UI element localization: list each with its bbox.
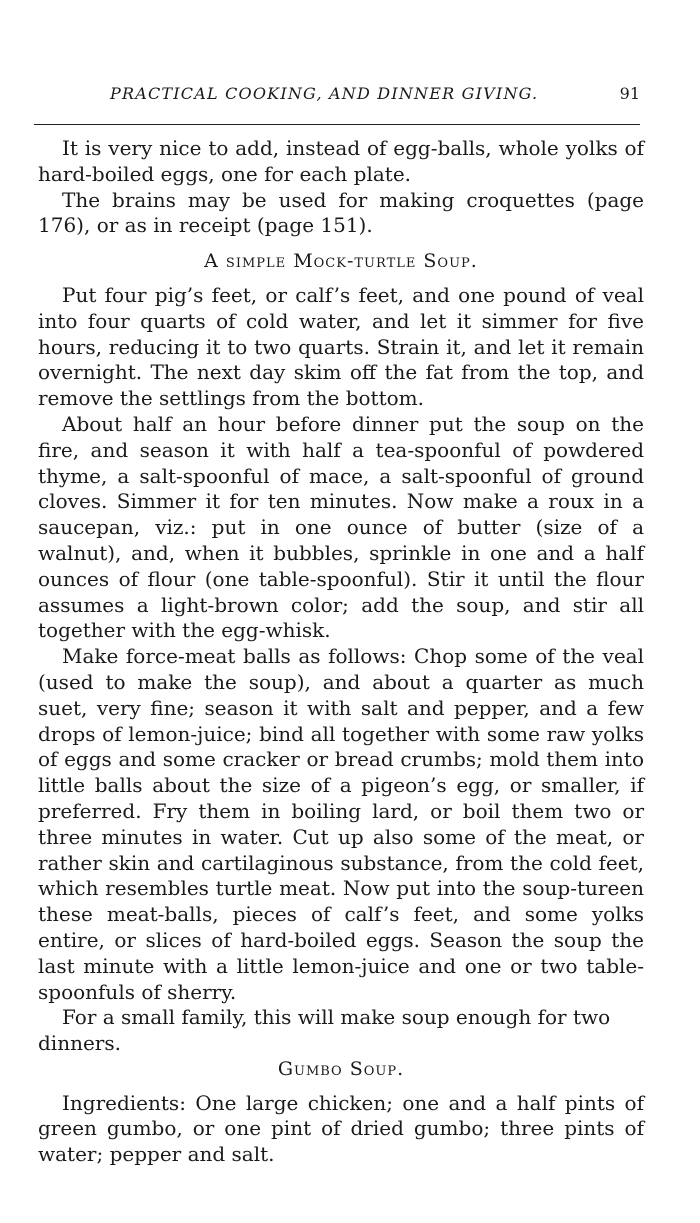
mock-turtle-paragraph-1: Put four pig’s feet, or calf’s feet, and one pound of veal into four quarts of cold water, and let it simmer for five hours, reducing it to two quarts. Strain it, and let it remain overnight. The next day skim off the fat from the top, and remove the settlings from the bottom. [38, 282, 644, 411]
running-title: PRACTICAL COOKING, AND DINNER GIVING. [110, 84, 539, 103]
mock-turtle-heading: A simple Mock-turtle Soup. [204, 250, 478, 273]
intro-paragraph-1: It is very nice to add, instead of egg-balls, whole yolks of hard-boiled eggs, one for each plate. [38, 136, 644, 186]
page-body [38, 136, 644, 1168]
mock-turtle-paragraph-2: About half an hour before dinner put the soup on the fire, and season it with half a tea-spoonful of powdered thyme, a salt-spoonful of mace, a salt-spoonful of ground cloves. Simmer it for ten minutes. Now make a roux in a saucepan, viz.: put in one ounce of butter (size of a walnut), and, when it bubbles, sprinkle in one and a half ounces of flour (one table-spoonful). Stir it until the flour assumes a light-brown color; add the soup, and stir all together with the egg-whisk. [38, 411, 644, 643]
mock-turtle-paragraph-4: For a small family, this will make soup enough for two dinners. [38, 1005, 611, 1056]
mock-turtle-paragraph-3: Make force-meat balls as follows: Chop some of the veal (used to make the soup), and about a quarter as much suet, very fine; season it with salt and pepper, and a few drops of lemon-juice; bind all together with some raw yolks of eggs and some cracker or bread crumbs; mold them into little balls about the size of a pigeon’s egg, or smaller, if preferred. Fry them in boiling lard, or boil them two or three minutes in water. Cut up also some of the meat, or rather skin and cartilaginous substance, from the cold feet, which resembles turtle meat. Now put into the soup-tureen these meat-balls, pieces of calf’s feet, and some yolks entire, or slices of hard-boiled eggs. Season the soup the last minute with a little lemon-juice and one or two table-spoonfuls of sherry. [38, 644, 644, 1004]
intro-paragraph-2: The brains may be used for making croquettes (page 176), or as in receipt (page 151). [38, 187, 644, 238]
page-number: 91 [619, 84, 640, 103]
running-head [38, 82, 658, 108]
gumbo-heading: Gumbo Soup. [277, 1057, 405, 1080]
header-rule [34, 124, 640, 125]
gumbo-paragraph-1: Ingredients: One large chicken; one and a half pints of green gumbo, or one pint of dried gumbo; three pints of water; pepper and salt. [38, 1090, 644, 1167]
